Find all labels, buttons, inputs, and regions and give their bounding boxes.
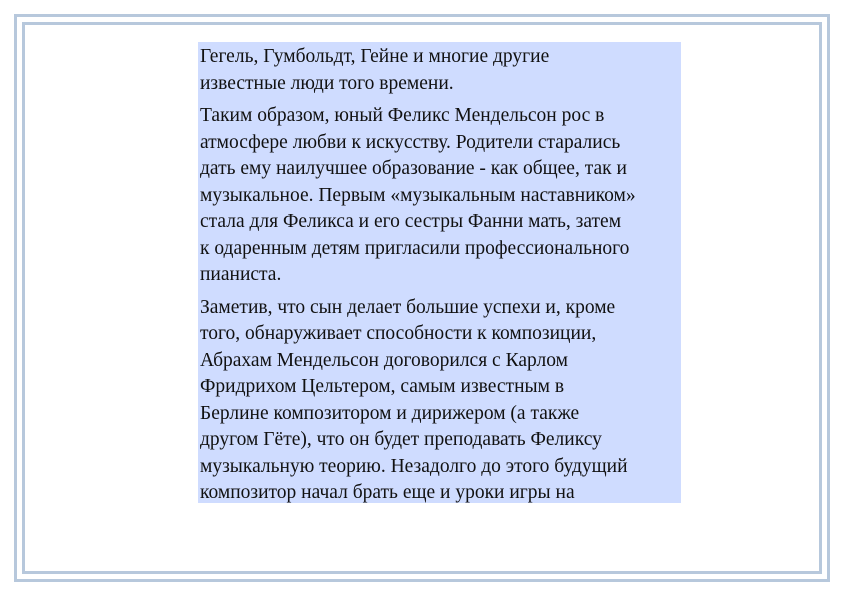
text-block [198,42,681,503]
paragraph-3: Заметив, что сын делает большие успехи и, кроме того, обнаруживает способности к композиции, Абрахам Мендельсон договорился с Карлом Фридрихом Цельтером, самым известным в Берлине композитором и дирижером (а также другом Гёте), что он будет преподавать Феликсу музыкальную теорию. Незадолго до этого будущий композитор начал брать еще и уроки игры на [200,296,628,503]
paragraph-1: Гегель, Гумбольдт, Гейне и многие другие известные люди того времени. [200,46,550,94]
paragraph-2: Таким образом, юный Феликс Мендельсон рос в атмосфере любви к искусству. Родители старались дать ему наилучшее образование - как общее, так и музыкальное. Первым «музыкальным наставником» стала для Феликса и его сестры Фанни мать, затем к одаренным детям пригласили профессионального пианиста. [200,105,636,285]
